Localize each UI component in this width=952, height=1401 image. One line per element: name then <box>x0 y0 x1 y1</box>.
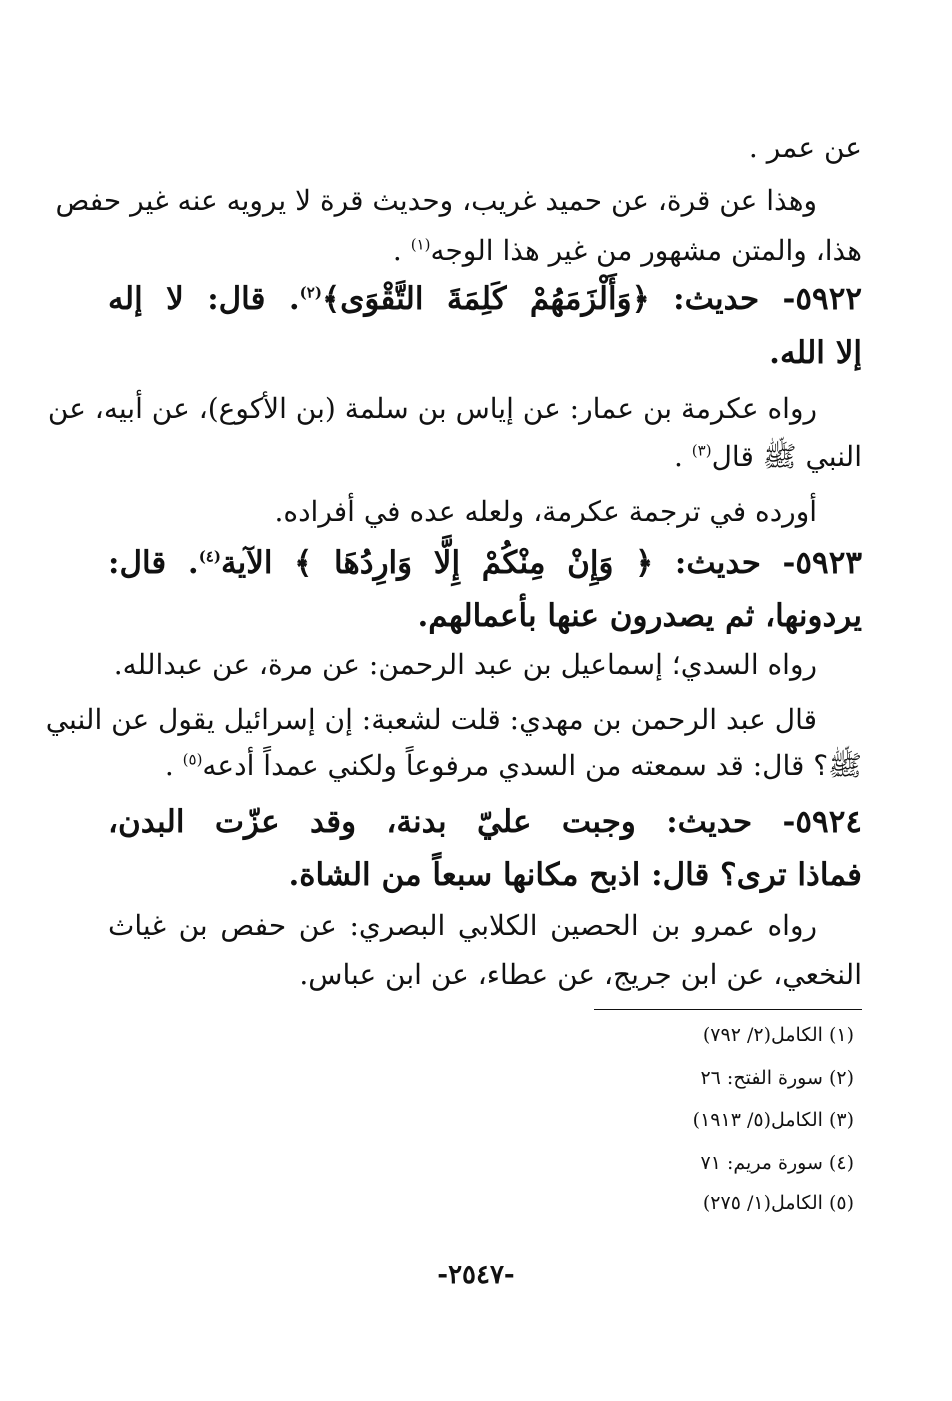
hadith-heading: يردونها، ثم يصدرون عنها بأعمالهم. <box>417 598 862 634</box>
footnote-ref: (٥) <box>182 750 203 769</box>
footnote-divider <box>594 1009 862 1010</box>
footnote: (٣) الكامل(٥/ ١٩١٣) <box>692 1109 854 1131</box>
page-number: -٢٥٤٧- <box>437 1260 515 1290</box>
text-line: النخعي، عن ابن جريج، عن عطاء، عن ابن عباس. <box>299 958 862 991</box>
text-line: هذا، والمتن مشهور من غير هذا الوجه$^{(١)}$ . <box>392 234 862 267</box>
hadith-heading: ٥٩٢٣- حديث: ﴿ وَإِنْ مِنْكُمْ إِلَّا وَارِدُهَا ﴾ الآية$^{(٤)}$. قال: <box>108 545 862 581</box>
hadith-heading: فماذا ترى؟ قال: اذبح مكانها سبعاً من الشاة. <box>288 857 862 893</box>
text-line: عن عمر . <box>748 131 862 164</box>
footnote: (٥) الكامل(١/ ٢٧٥) <box>702 1192 854 1214</box>
hadith-heading: إلا الله. <box>769 335 862 371</box>
text-line: رواه عكرمة بن عمار: عن إياس بن سلمة (بن الأكوع)، عن أبيه، عن <box>47 392 817 425</box>
text-line: النبي ﷺ قال$^{(٣)}$ . <box>673 440 862 473</box>
text-line: أورده في ترجمة عكرمة، ولعله عده في أفراده. <box>274 495 817 528</box>
text-line: رواه السدي؛ إسماعيل بن عبد الرحمن: عن مرة، عن عبدالله. <box>113 648 817 681</box>
footnote-ref: (٣) <box>691 441 712 460</box>
footnote: (٢) سورة الفتح: ٢٦ <box>700 1067 854 1089</box>
footnote-ref: (٢) <box>299 283 322 302</box>
text-line: قال عبد الرحمن بن مهدي: قلت لشعبة: إن إسرائيل يقول عن النبي <box>45 703 817 736</box>
footnote: (١) الكامل(٢/ ٧٩٢) <box>702 1024 854 1046</box>
footnote: (٤) سورة مريم: ٧١ <box>700 1152 854 1174</box>
text-line: ﷺ؟ قال: قد سمعته من السدي مرفوعاً ولكني عمداً أدعه$^{(٥)}$ . <box>164 749 862 782</box>
hadith-heading: ٥٩٢٤- حديث: وجبت عليّ بدنة، وقد عزّت البدن، <box>108 804 862 840</box>
text-line: وهذا عن قرة، عن حميد غريب، وحديث قرة لا يرويه عنه غير حفص <box>55 184 817 217</box>
footnote-ref: (١) <box>410 235 431 254</box>
hadith-heading: ٥٩٢٢- حديث: ﴿وَأَلْزَمَهُمْ كَلِمَةَ التَّقْوَى﴾$^{(٢)}$. قال: لا إله <box>108 281 863 317</box>
text-line: رواه عمرو بن الحصين الكلابي البصري: عن حفص بن غياث <box>108 909 817 942</box>
footnote-ref: (٤) <box>198 547 221 566</box>
